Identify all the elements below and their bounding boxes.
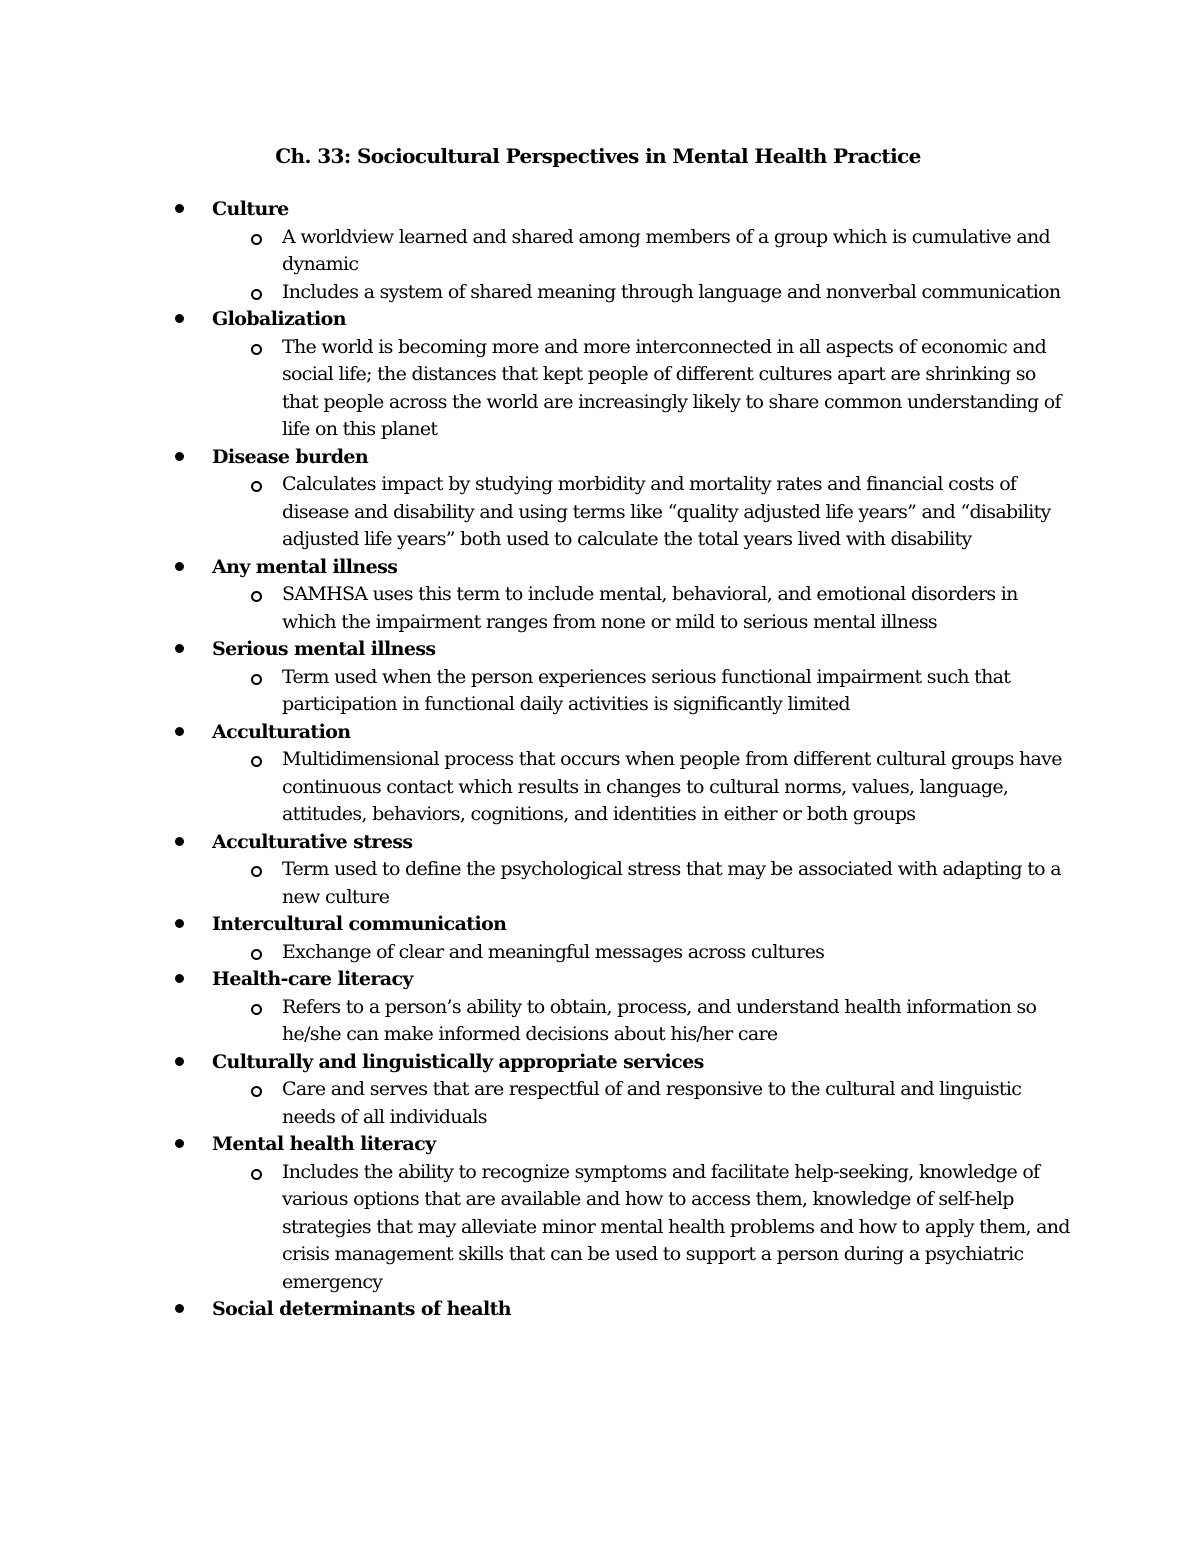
definition-text: Refers to a person’s ability to obtain, process, and understand health information so he/she can make informed decisions about his/her care xyxy=(282,995,1037,1045)
hollow-bullet-icon xyxy=(251,756,262,767)
term-label: Culturally and linguistically appropriate services xyxy=(212,1050,704,1073)
term-item xyxy=(0,636,1200,719)
bullet-icon xyxy=(175,1139,184,1148)
definition-text: SAMHSA uses this term to include mental, behavioral, and emotional disorders in which the impairment ranges from none or mild to serious mental illness xyxy=(282,583,1018,633)
term-label: Acculturative stress xyxy=(212,830,413,853)
term-item xyxy=(0,1131,1200,1296)
definition-item xyxy=(282,1076,1072,1131)
bullet-icon xyxy=(175,204,184,213)
definition-text: Includes a system of shared meaning through language and nonverbal communication xyxy=(282,280,1061,303)
definition-list xyxy=(0,664,1200,719)
bullet-icon xyxy=(175,644,184,653)
definition-item xyxy=(282,856,1072,911)
hollow-bullet-icon xyxy=(251,866,262,877)
definition-list xyxy=(0,1159,1200,1297)
term-item xyxy=(0,719,1200,829)
bullet-icon xyxy=(175,314,184,323)
definition-list xyxy=(0,581,1200,636)
term-list xyxy=(0,196,1200,1324)
term-item xyxy=(0,911,1200,966)
term-label: Intercultural communication xyxy=(212,913,507,935)
bullet-icon xyxy=(175,974,184,983)
bullet-icon xyxy=(175,1304,184,1313)
bullet-icon xyxy=(175,562,184,571)
term-label: Globalization xyxy=(212,308,346,330)
definition-list xyxy=(0,856,1200,911)
hollow-bullet-icon xyxy=(251,1004,262,1015)
hollow-bullet-icon xyxy=(251,234,262,245)
definition-item xyxy=(282,581,1072,636)
term-item xyxy=(0,829,1200,912)
definition-item xyxy=(282,334,1072,444)
definition-text: Multidimensional process that occurs when people from different cultural groups have continuous contact which results in changes to cultural norms, values, language, attitudes, behaviors, cognitions, and identities in either or both groups xyxy=(282,748,1062,825)
hollow-bullet-icon xyxy=(251,1086,262,1097)
definition-text: Includes the ability to recognize symptoms and facilitate help-seeking, knowledge of various options that are available and how to access them, knowledge of self-help strategies that may alleviate minor mental health problems and how to apply them, and crisis management skills that can be used to support a person during a psychiatric emergency xyxy=(282,1160,1070,1293)
bullet-icon xyxy=(175,837,184,846)
definition-item xyxy=(282,664,1072,719)
definition-text: Term used to define the psychological stress that may be associated with adapting to a new culture xyxy=(282,858,1061,908)
bullet-icon xyxy=(175,727,184,736)
hollow-bullet-icon xyxy=(251,674,262,685)
definition-item xyxy=(282,746,1072,829)
bullet-icon xyxy=(175,452,184,461)
definition-text: Care and serves that are respectful of and responsive to the cultural and linguistic needs of all individuals xyxy=(282,1078,1022,1128)
term-item xyxy=(0,444,1200,554)
term-label: Health-care literacy xyxy=(212,968,413,990)
definition-text: The world is becoming more and more interconnected in all aspects of economic and social life; the distances that kept people of different cultures apart are shrinking so that people across the world are increasingly likely to share common understanding of life on this planet xyxy=(282,335,1061,440)
definition-text: Term used when the person experiences serious functional impairment such that participation in functional daily activities is significantly limited xyxy=(282,665,1011,715)
term-item xyxy=(0,1296,1200,1324)
definition-list xyxy=(0,1076,1200,1131)
definition-list xyxy=(0,939,1200,967)
definition-item xyxy=(282,471,1072,554)
term-item xyxy=(0,1049,1200,1132)
definition-item xyxy=(282,939,1072,967)
hollow-bullet-icon xyxy=(251,481,262,492)
hollow-bullet-icon xyxy=(251,949,262,960)
definition-item xyxy=(282,224,1072,279)
term-item xyxy=(0,966,1200,1049)
term-item xyxy=(0,306,1200,444)
term-item xyxy=(0,196,1200,306)
definition-item xyxy=(282,279,1072,307)
definition-list xyxy=(0,746,1200,829)
term-label: Acculturation xyxy=(212,720,351,743)
definition-list xyxy=(0,224,1200,307)
definition-list xyxy=(0,471,1200,554)
term-label: Mental health literacy xyxy=(212,1133,436,1155)
definition-list xyxy=(0,994,1200,1049)
hollow-bullet-icon xyxy=(251,1169,262,1180)
term-label: Serious mental illness xyxy=(212,638,436,660)
hollow-bullet-icon xyxy=(251,344,262,355)
term-item xyxy=(0,554,1200,637)
hollow-bullet-icon xyxy=(251,591,262,602)
definition-list xyxy=(0,334,1200,444)
term-label: Culture xyxy=(212,198,289,220)
hollow-bullet-icon xyxy=(251,289,262,300)
term-label: Any mental illness xyxy=(212,555,398,578)
definition-text: A worldview learned and shared among members of a group which is cumulative and dynamic xyxy=(282,225,1050,275)
term-label: Social determinants of health xyxy=(212,1298,512,1320)
bullet-icon xyxy=(175,919,184,928)
definition-text: Exchange of clear and meaningful messages across cultures xyxy=(282,940,825,963)
bullet-icon xyxy=(175,1057,184,1066)
definition-text: Calculates impact by studying morbidity and mortality rates and financial costs of disease and disability and using terms like “quality adjusted life years” and “disability adjusted life years” both used to calculate the total years lived with disability xyxy=(282,473,1051,550)
definition-item xyxy=(282,1159,1072,1297)
definition-item xyxy=(282,994,1072,1049)
document-title: Ch. 33: Sociocultural Perspectives in Mental Health Practice xyxy=(275,144,921,168)
term-label: Disease burden xyxy=(212,445,369,468)
